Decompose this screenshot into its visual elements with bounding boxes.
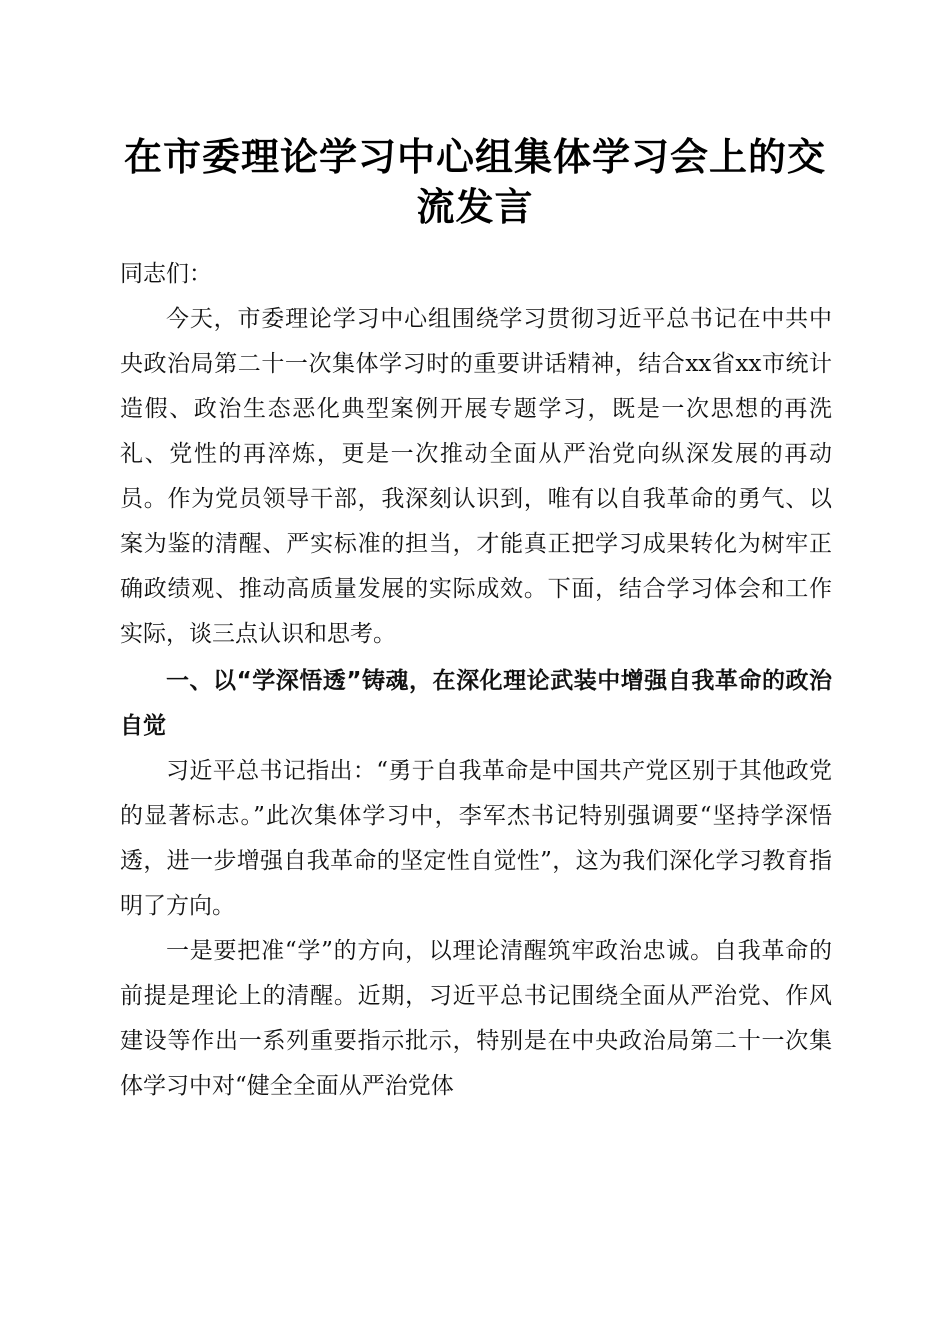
document-body	[120, 252, 832, 1109]
section1-paragraph-2: 一是要把准“学”的方向，以理论清醒筑牢政治忠诚。自我革命的前提是理论上的清醒。近期，习近平总书记围绕全面从严治党、作风建设等作出一系列重要指示批示，特别是在中央政治局第二十一次集体学习中对“健全全面从严治党体	[120, 938, 832, 1099]
salutation: 同志们：	[120, 261, 212, 287]
intro-paragraph: 今天，市委理论学习中心组围绕学习贯彻习近平总书记在中共中央政治局第二十一次集体学习时的重要讲话精神，结合xx省xx市统计造假、政治生态恶化典型案例开展专题学习，既是一次思想的再洗礼、党性的再淬炼，更是一次推动全面从严治党向纵深发展的再动员。作为党员领导干部，我深刻认识到，唯有以自我革命的勇气、以案为鉴的清醒、严实标准的担当，才能真正把学习成果转化为树牢正确政绩观、推动高质量发展的实际成效。下面，结合学习体会和工作实际，谈三点认识和思考。	[120, 306, 832, 647]
section1-paragraph-1: 习近平总书记指出：“勇于自我革命是中国共产党区别于其他政党的显著标志。”此次集体学习中，李军杰书记特别强调要“坚持学深悟透，进一步增强自我革命的坚定性自觉性”，这为我们深化学习教育指明了方向。	[120, 758, 832, 919]
section-heading-1: 一、以“学深悟透”铸魂，在深化理论武装中增强自我革命的政治自觉	[120, 668, 832, 739]
document-title: 在市委理论学习中心组集体学习会上的交流发言	[123, 134, 826, 229]
